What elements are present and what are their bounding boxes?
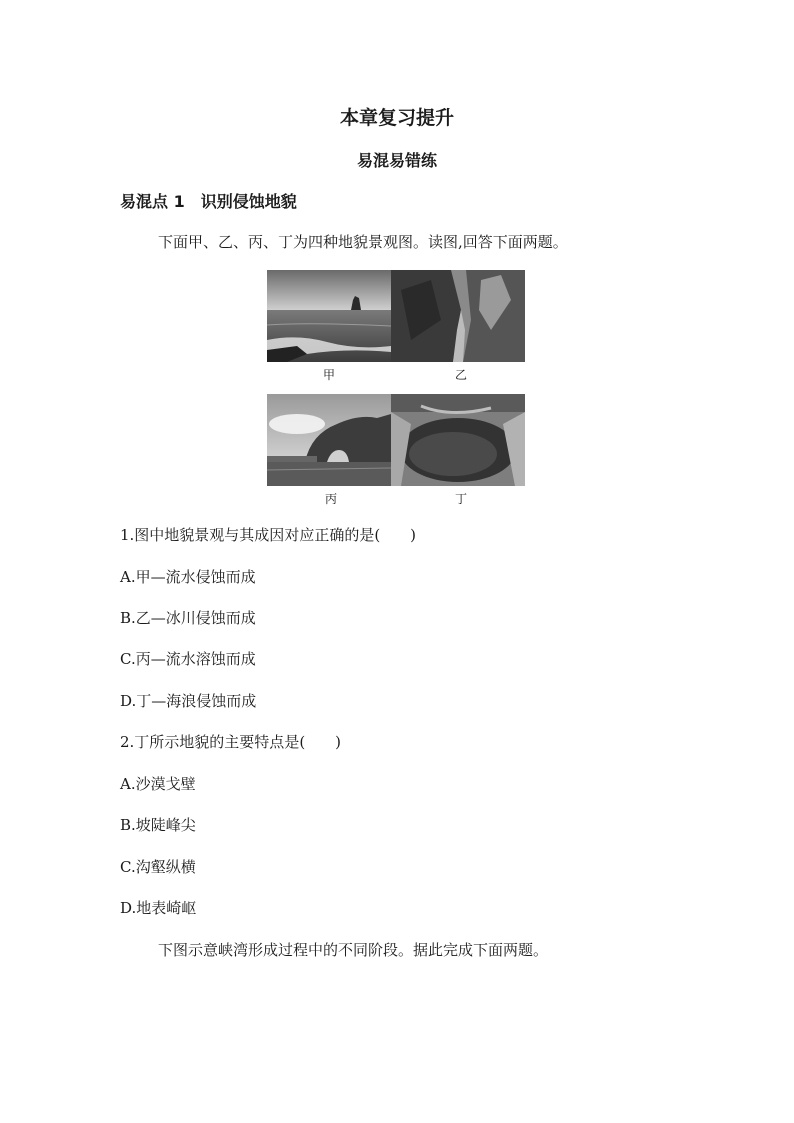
caption-yi: 乙 — [454, 368, 467, 382]
page-subtitle: 易混易错练 — [356, 151, 437, 170]
question-1-option-d: D.丁—海浪侵蚀而成 — [120, 692, 257, 710]
question-2-option-c: C.沟壑纵横 — [120, 858, 196, 876]
page-title: 本章复习提升 — [339, 107, 454, 129]
question-intro: 下面甲、乙、丙、丁为四种地貌景观图。读图,回答下面两题。 — [158, 233, 568, 251]
question-2-option-b: B.坡陡峰尖 — [120, 816, 196, 834]
question-1-option-b: B.乙—冰川侵蚀而成 — [120, 609, 256, 627]
caption-ding: 丁 — [454, 492, 467, 506]
question-2-stem: 2.丁所示地貌的主要特点是( ) — [120, 733, 342, 751]
photo-sinkhole — [391, 394, 525, 486]
question-2-option-a: A.沙漠戈壁 — [120, 775, 196, 793]
question-1-option-a: A.甲—流水侵蚀而成 — [120, 568, 256, 586]
question-2-option-d: D.地表崎岖 — [120, 899, 197, 917]
section-heading: 易混点 1 识别侵蚀地貌 — [120, 192, 297, 211]
question-1-stem: 1.图中地貌景观与其成因对应正确的是( ) — [120, 526, 417, 544]
photo-gorge — [391, 270, 525, 362]
caption-jia: 甲 — [322, 368, 335, 382]
question-1-option-c: C.丙—流水溶蚀而成 — [120, 650, 256, 668]
next-question-intro: 下图示意峡湾形成过程中的不同阶段。据此完成下面两题。 — [158, 941, 549, 959]
photo-sea-stack — [267, 270, 391, 362]
photo-karst-hill — [267, 394, 391, 486]
caption-bing: 丙 — [324, 492, 337, 506]
